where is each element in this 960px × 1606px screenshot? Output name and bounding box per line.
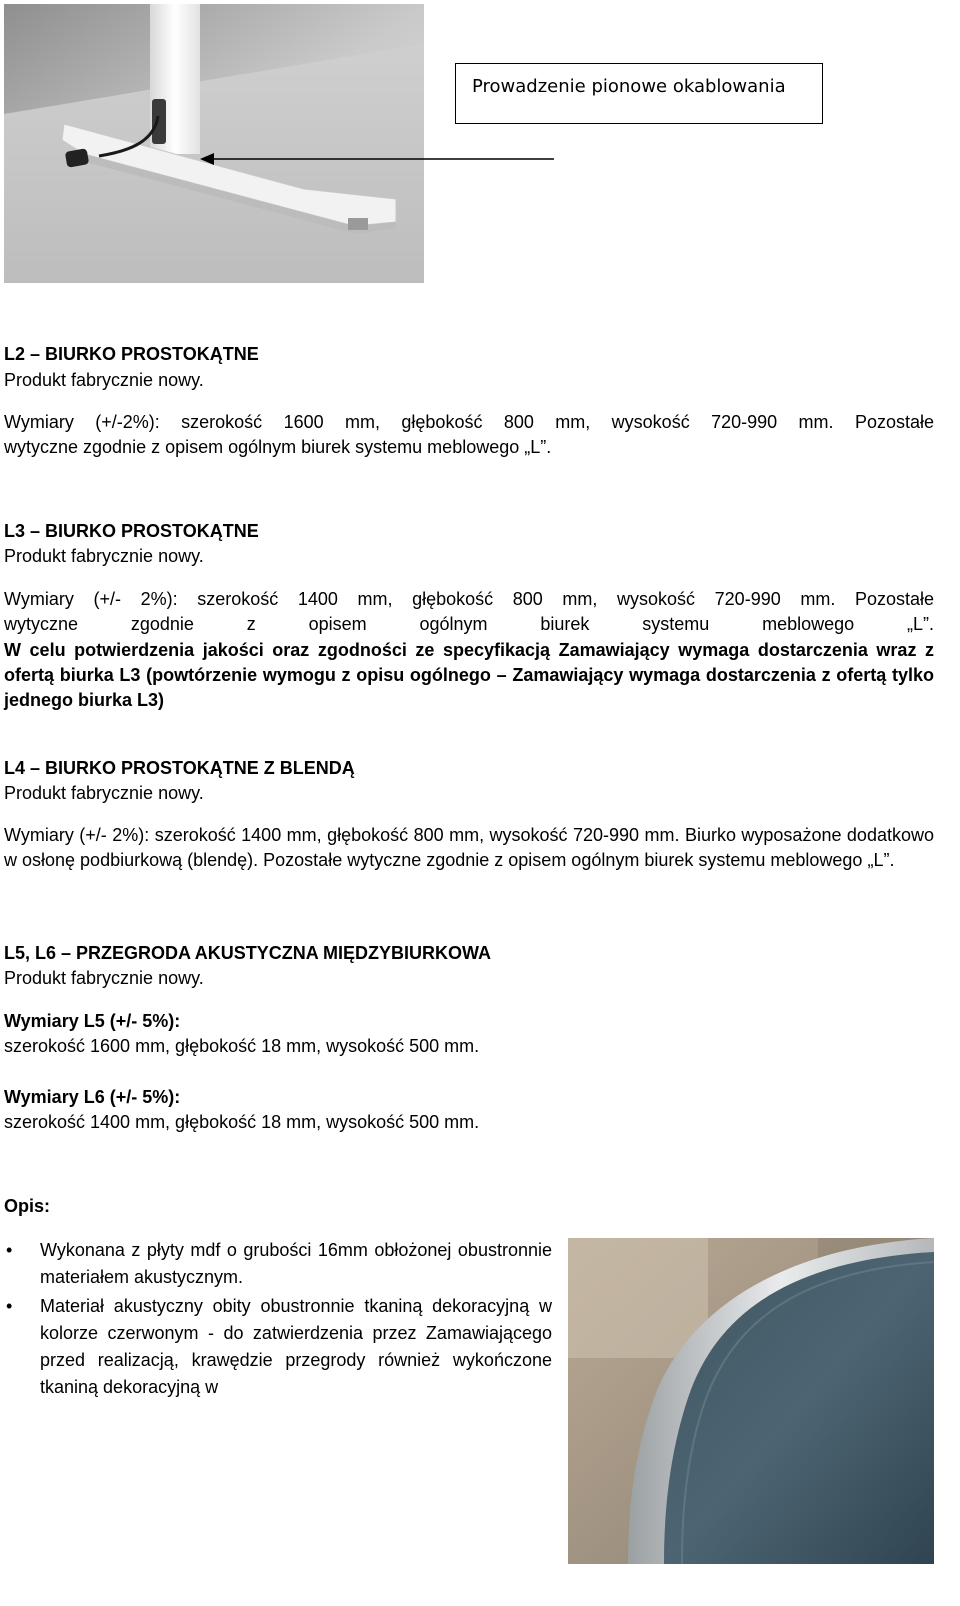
callout-arrow (198, 150, 558, 170)
l3-heading: L3 – BIURKO PROSTOKĄTNE (4, 521, 259, 541)
l5-dims: szerokość 1600 mm, głębokość 18 mm, wysokość 500 mm. (4, 1036, 480, 1056)
l56-new: Produkt fabrycznie nowy. (4, 968, 204, 988)
l3-dims-line1: Wymiary (+/- 2%): szerokość 1400 mm, głębokość 800 mm, wysokość 720-990 mm. Pozostałe (4, 589, 934, 609)
l3-note: W celu potwierdzenia jakości oraz zgodności ze specyfikacją Zamawiający wymaga dostarczenia wraz z ofertą biurka L3 (powtórzenie wymogu z opisu ogólnego – Zamawiający wymaga dostarczenia z ofertą tylko jednego biurka L3) (4, 640, 934, 710)
l4-heading: L4 – BIURKO PROSTOKĄTNE Z BLENDĄ (4, 758, 355, 778)
l4-new: Produkt fabrycznie nowy. (4, 783, 204, 803)
l3-dims-line2: wytyczne zgodnie z opisem ogólnym biurek systemu meblowego „L”. (4, 614, 934, 634)
bullet-icon: • (6, 1296, 13, 1316)
callout-text: Prowadzenie pionowe okablowania (472, 76, 786, 97)
l5-label: Wymiary L5 (+/- 5%): (4, 1011, 181, 1031)
l2-dims-line2: wytyczne zgodnie z opisem ogólnym biurek systemu meblowego „L”. (4, 437, 552, 457)
opis-bullet-list (4, 1237, 552, 1401)
l56-heading: L5, L6 – PRZEGRODA AKUSTYCZNA MIĘDZYBIURKOWA (4, 943, 492, 963)
l2-dims-line1: Wymiary (+/-2%): szerokość 1600 mm, głębokość 800 mm, wysokość 720-990 mm. Pozostałe (4, 412, 934, 432)
l6-label: Wymiary L6 (+/- 5%): (4, 1087, 181, 1107)
callout-label (455, 63, 823, 124)
list-item (4, 1293, 552, 1401)
l2-heading: L2 – BIURKO PROSTOKĄTNE (4, 344, 259, 364)
l3-new: Produkt fabrycznie nowy. (4, 546, 204, 566)
bullet-text: Wykonana z płyty mdf o grubości 16mm obłożonej obustronnie materiałem akustycznym. (40, 1240, 552, 1287)
l4-dims: Wymiary (+/- 2%): szerokość 1400 mm, głębokość 800 mm, wysokość 720-990 mm. Biurko wyposażone dodatkowo w osłonę podbiurkową (blendę). Pozostałe wytyczne zgodnie z opisem ogólnym biurek systemu meblowego „L”. (4, 825, 934, 870)
desk-leg-photo (4, 4, 424, 283)
acoustic-panel-photo (568, 1238, 934, 1564)
bullet-text: Materiał akustyczny obity obustronnie tkaniną dekoracyjną w kolorze czerwonym - do zatwierdzenia przez Zamawiającego przed realizacją, krawędzie przegrody również wykończone tkaniną dekoracyjną w (40, 1296, 552, 1397)
opis-label: Opis: (4, 1196, 51, 1216)
list-item (4, 1237, 552, 1291)
bullet-icon: • (6, 1240, 13, 1260)
l6-dims: szerokość 1400 mm, głębokość 18 mm, wysokość 500 mm. (4, 1112, 480, 1132)
l2-new: Produkt fabrycznie nowy. (4, 370, 204, 390)
